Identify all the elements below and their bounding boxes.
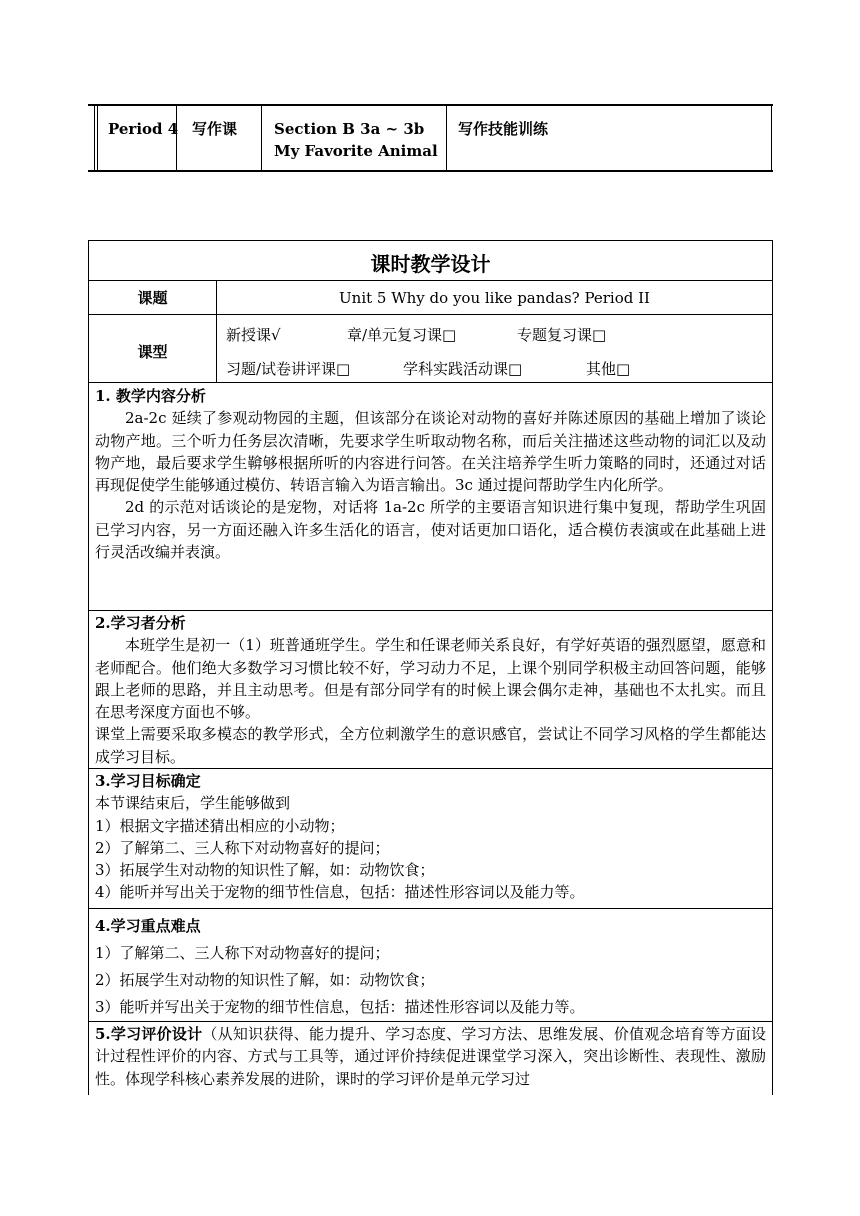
row-divider xyxy=(89,768,772,769)
evaluation-section xyxy=(95,1023,766,1090)
key-point-item: 3）能听并写出关于宠物的细节性信息，包括：描述性形容词以及能力等。 xyxy=(95,998,585,1016)
lesson-type-option: 学科实践活动课□ xyxy=(403,360,523,378)
table-border xyxy=(97,104,98,172)
table-title: 课时教学设计 xyxy=(370,252,491,276)
objectives-section xyxy=(95,770,766,904)
row-divider xyxy=(89,382,772,383)
content-analysis-heading: 1. 教学内容分析 xyxy=(95,387,206,405)
row-divider xyxy=(89,908,772,909)
class-type-cell: 写作课 xyxy=(192,120,238,138)
learner-analysis-paragraph: 课堂上需要采取多模态的教学形式，全方位刺激学生的意识感官，尝试让不同学习风格的学生都能达成学习目标。 xyxy=(95,725,766,766)
row-divider xyxy=(89,314,772,315)
content-analysis-section xyxy=(95,385,766,563)
period-cell: Period 4 xyxy=(108,120,179,138)
topic-label: 课题 xyxy=(137,289,168,307)
goal-cell: 写作技能训练 xyxy=(458,120,549,138)
row-divider xyxy=(89,280,772,281)
key-points-section xyxy=(95,913,766,1021)
table-border xyxy=(771,104,772,172)
lesson-type-option: 习题/试卷讲评课□ xyxy=(226,360,351,378)
lesson-type-option: 其他□ xyxy=(586,360,631,378)
section-line-1: Section B 3a ~ 3b xyxy=(274,120,425,138)
objective-item: 2）了解第二、三人称下对动物喜好的提问； xyxy=(95,838,390,857)
section-cell xyxy=(274,118,438,162)
objective-item: 4）能听并写出关于宠物的细节性信息，包括：描述性形容词以及能力等。 xyxy=(95,883,585,902)
topic-value: Unit 5 Why do you like pandas? Period II xyxy=(339,289,650,307)
section-line-2: My Favorite Animal xyxy=(274,142,438,160)
learner-analysis-section xyxy=(95,612,766,768)
objective-item: 1）根据文字描述猜出相应的小动物； xyxy=(95,816,345,835)
key-point-item: 1）了解第二、三人称下对动物喜好的提问； xyxy=(95,944,390,962)
row-divider xyxy=(89,610,772,611)
objectives-intro: 本节课结束后，学生能够做到 xyxy=(95,794,291,813)
table-border xyxy=(94,104,95,172)
table-border xyxy=(261,104,262,172)
lesson-design-table xyxy=(88,240,773,1095)
objective-item: 3）拓展学生对动物的知识性了解，如：动物饮食； xyxy=(95,861,435,880)
column-divider xyxy=(216,314,217,382)
content-analysis-paragraph: 2a-2c 延续了参观动物园的主题，但该部分在谈论对动物的喜好并陈述原因的基础上增加了谈论动物产地。三个听力任务层次清晰，先要求学生听取动物名称，而后关注描述这些动物的词汇以及动物产地，最后要求学生鞥够根据所听的内容进行问答。在关注培养学生听力策略的同时，还通过对话再现促使学生能够通过模仿、转语言输入为语言输出。3c 通过提问帮助学生内化所学。 xyxy=(95,409,766,495)
table-border xyxy=(446,104,447,172)
evaluation-text: （从知识获得、能力提升、学习态度、学习方法、思维发展、价值观念培育等方面设计过程性评价的内容、方式与工具等，通过评价持续促进课堂学习深入，突出诊断性、表现性、激励性。体现学科核心素养发展的进阶，课时的学习评价是单元学习过 xyxy=(95,1025,766,1088)
learner-analysis-heading: 2.学习者分析 xyxy=(95,614,186,632)
objectives-heading: 3.学习目标确定 xyxy=(95,772,201,790)
lesson-type-label: 课型 xyxy=(137,343,168,361)
key-point-item: 2）拓展学生对动物的知识性了解，如：动物饮食； xyxy=(95,971,435,989)
row-divider xyxy=(89,1021,772,1022)
period-table xyxy=(88,104,773,172)
content-analysis-paragraph: 2d 的示范对话谈论的是宠物，对话将 1a-2c 所学的主要语言知识进行集中复现，帮助学生巩固已学习内容，另一方面还融入许多生活化的语言，使对话更加口语化，适合模仿表演或在此基础上进行灵活改编并表演。 xyxy=(95,498,766,562)
lesson-type-option: 新授课√ xyxy=(226,326,281,344)
key-points-heading: 4.学习重点难点 xyxy=(95,917,201,935)
evaluation-heading: 5.学习评价设计 xyxy=(95,1025,203,1043)
learner-analysis-paragraph: 本班学生是初一（1）班普通班学生。学生和任课老师关系良好，有学好英语的强烈愿望，愿意和老师配合。他们绝大多数学习习惯比较不好，学习动力不足，上课个别同学积极主动回答问题，能够跟上老师的思路，并且主动思考。但是有部分同学有的时候上课会偶尔走神，基础也不太扎实。而且在思考深度方面也不够。 xyxy=(95,636,766,722)
lesson-type-option: 章/单元复习课□ xyxy=(347,326,457,344)
lesson-type-option: 专题复习课□ xyxy=(517,326,607,344)
